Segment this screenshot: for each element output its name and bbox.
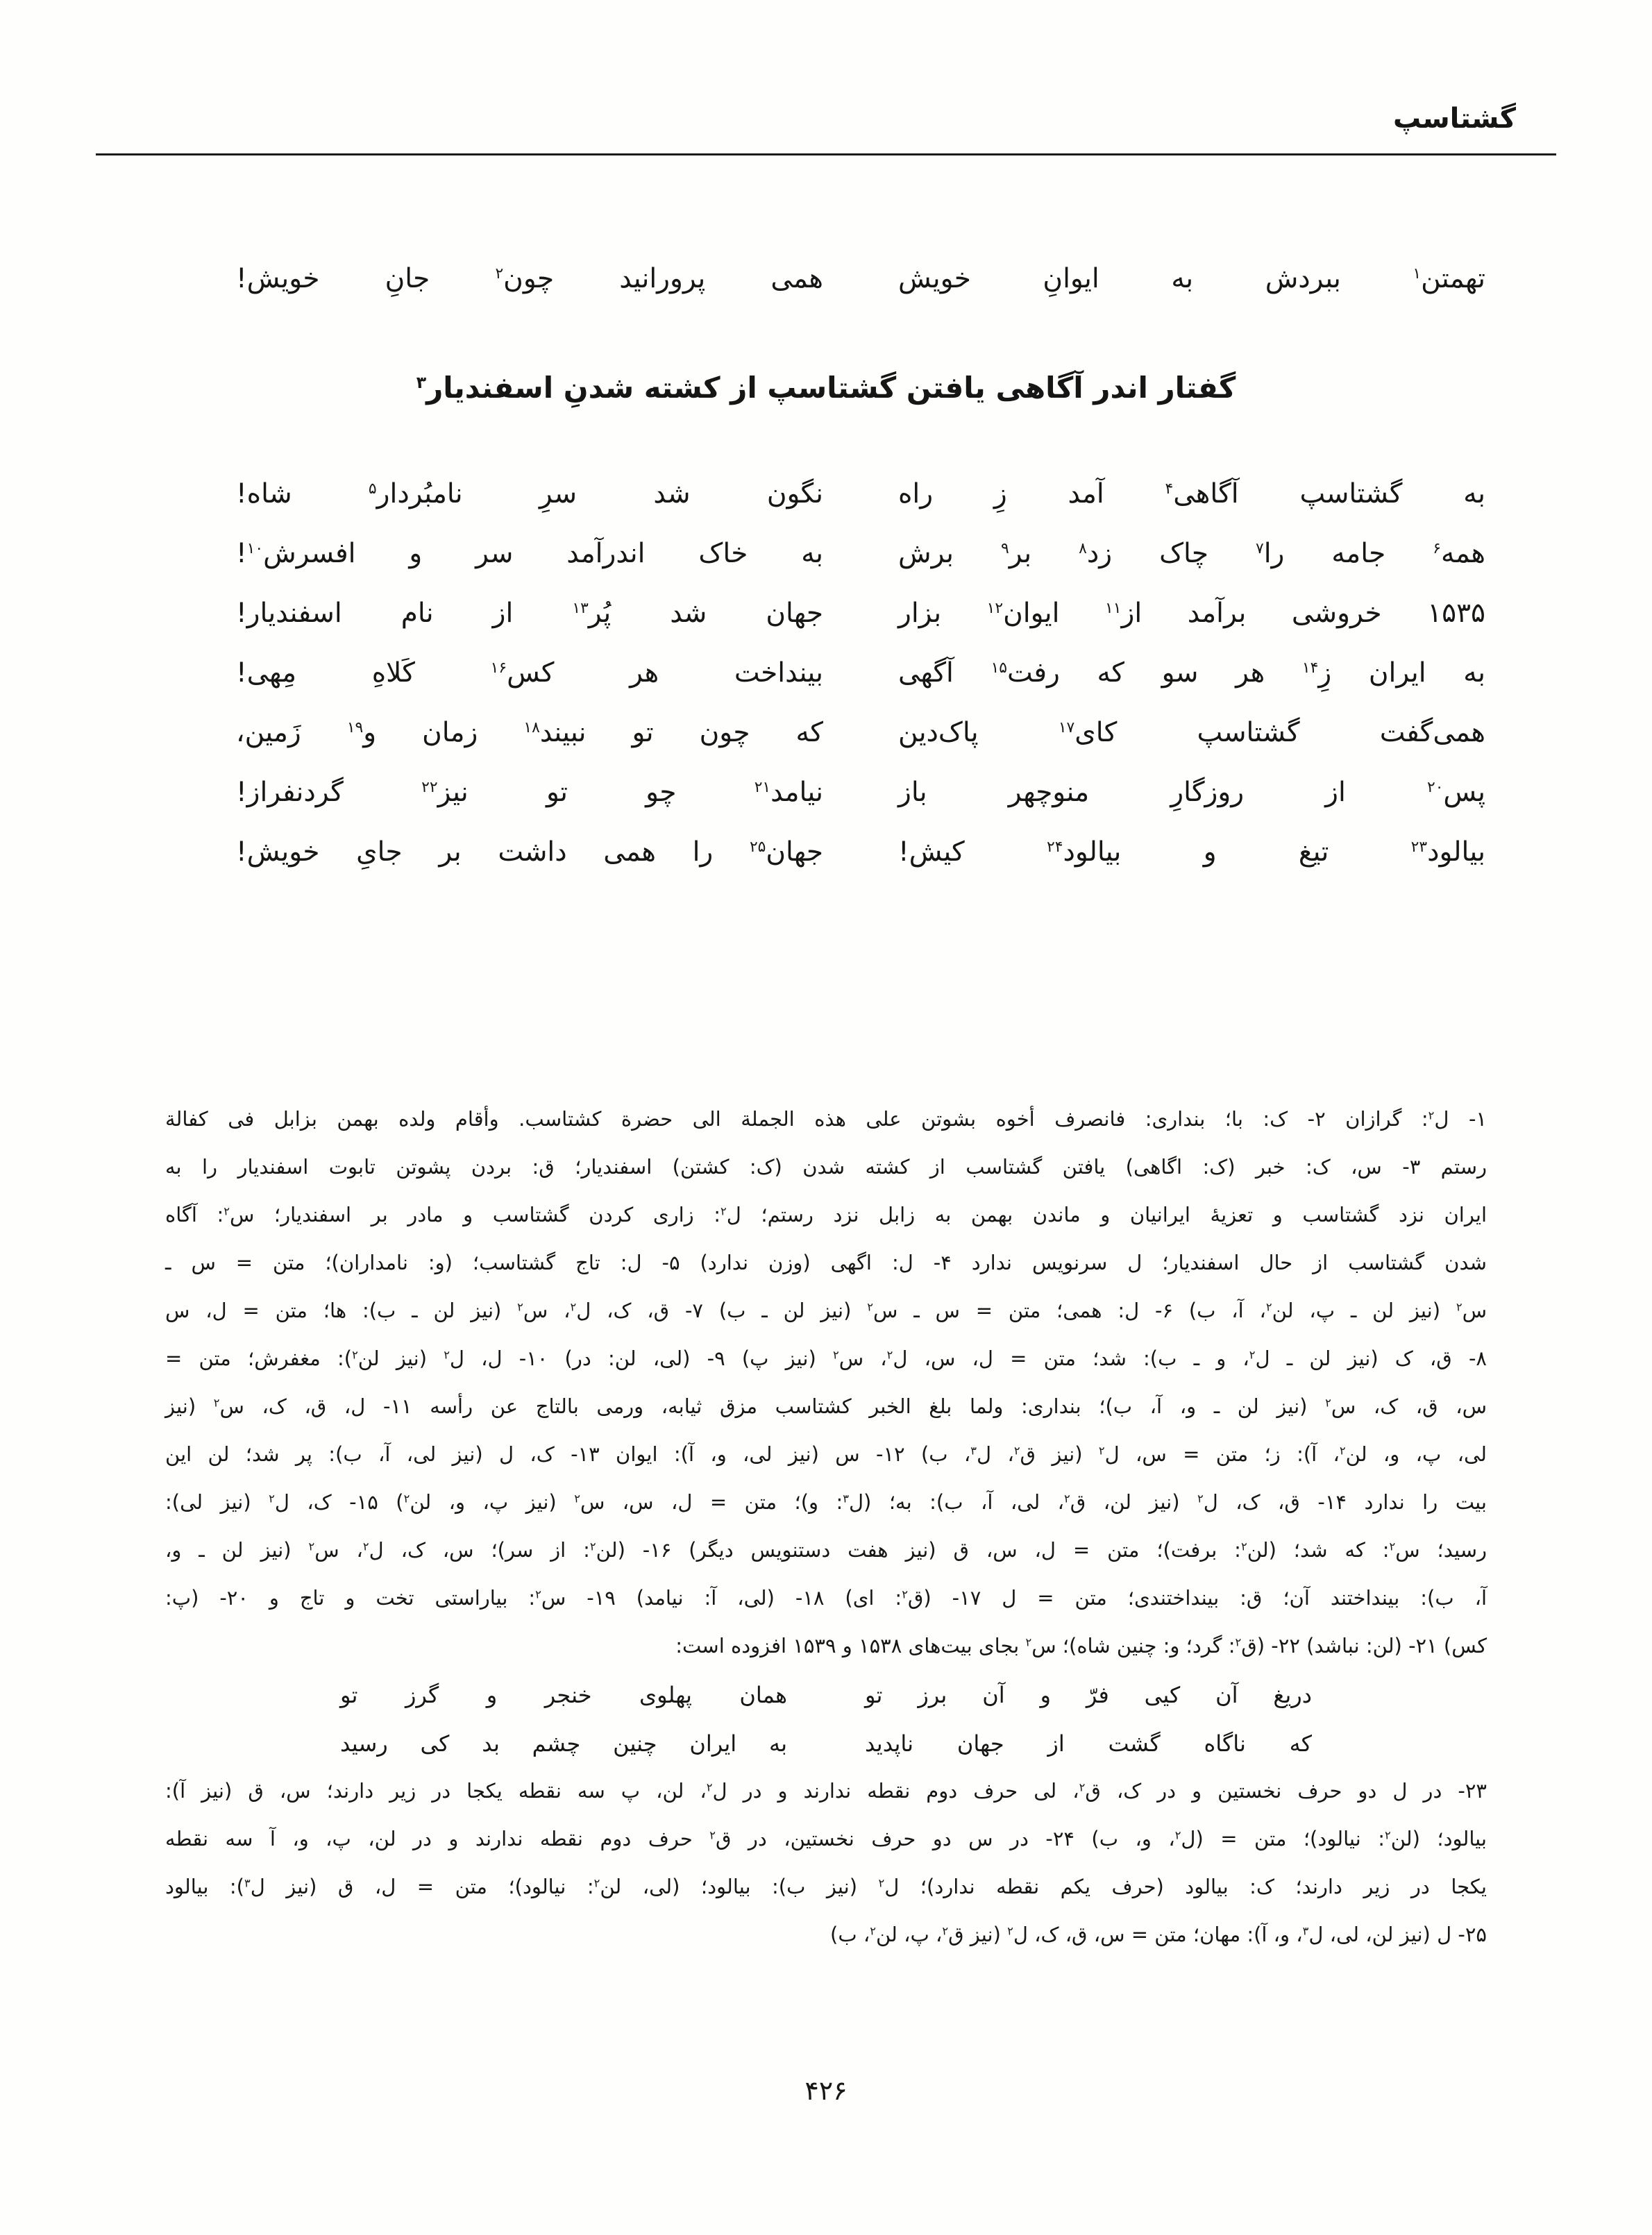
apparatus-line: ۸- ق، ک (نیز لن ـ ل$^۲$، و ـ ب): شد؛ متن = ل، س، ل$^۲$، س$^۲$ (نیز پ) ۹- (لی، لن: در) ۱۰- ل، ل$^۲$ (نیز لن$^۲$): مغفرش؛ متن = <box>165 1347 1487 1370</box>
hemistich-right: تهمتن$^۱$ ببردش به ایوانِ خویش <box>898 263 1485 294</box>
verse-row <box>236 537 1485 571</box>
hemistich-right: پس$^{۲۰}$ از روزگارِ منوچهر باز <box>898 777 1485 808</box>
header-rule <box>96 153 1556 155</box>
apparatus-line: لی، پ، و، لن$^۲$، آ): ز؛ متن = س، ل$^۲$ (نیز ق$^۲$، ل$^۳$، ب) ۱۲- س (نیز لی، و، آ): ایوان ۱۳- ک، ل (نیز لی، آ، ب): پر شد؛ لن این <box>165 1442 1487 1466</box>
verse-row <box>236 478 1485 511</box>
hemistich-left: نیامد$^{۲۱}$ چو تو نیز$^{۲۲}$ گردنفراز! <box>236 777 824 808</box>
verse-row <box>236 657 1485 690</box>
running-header: گشتاسپ <box>1393 103 1516 135</box>
verse-row <box>236 597 1485 630</box>
apparatus-line: یکجا در زیر دارند؛ ک: بیالود (حرف یکم نقطه ندارد)؛ ل$^۲$ (نیز ب): بیالود؛ (لی، لن$^۲$: نیالود)؛ متن = ل، ق (نیز ل$^۳$): بیالود <box>165 1875 1487 1898</box>
apparatus-line: ۲۳- در ل دو حرف نخستین و در ک، ق$^۲$، لی حرف دوم نقطه ندارند و در ل$^۲$، لن، پ سه نقطه یکجا در زیر دارند؛ س، ق (نیز آ): <box>165 1779 1487 1803</box>
hemistich-left: همان پهلوی خنجر و گرز تو <box>340 1682 787 1708</box>
apparatus-line: رسید؛ س$^۲$: که شد؛ (لن$^۲$: برفت)؛ متن = ل، س، ق (نیز هفت دستنویس دیگر) ۱۶- (لن$^۲$: از سر)؛ س، ک، ل$^۲$، س$^۲$ (نیز لن ـ و، <box>165 1538 1487 1562</box>
hemistich-left: همی پرورانید چون$^۲$ جانِ خویش! <box>236 263 823 294</box>
hemistich-right: همی‌گفت گشتاسپ کای$^{۱۷}$ پاک‌دین <box>898 717 1485 748</box>
apparatus-line: رستم ۳- س، ک: خبر (ک: اگاهی) یافتن گشتاسب از کشته شدن (ک: کشتن) اسفندیار؛ ق: بردن پشوتن تابوت اسفندیار را به <box>165 1155 1487 1179</box>
apparatus-line: ایران نزد گشتاسب و تعزیهٔ ایرانیان و ماندن بهمن به زابل نزد رستم؛ ل$^۲$: زاری کردن گشتاسب و مادر بر اسفندیار؛ س$^۲$: آگاه <box>165 1203 1487 1226</box>
hemistich-right <box>898 597 1485 630</box>
hemistich-left: جهان شد پُر$^{۱۳}$ از نام اسفندیار! <box>236 598 823 629</box>
inserted-couplet-row <box>340 1728 1312 1759</box>
apparatus-line: آ، ب): بینداختند آن؛ ق: بینداختندی؛ متن = ل ۱۷- (ق$^۲$: ای) ۱۸- (لی، آ: نیامد) ۱۹- س$^۲$: بیاراستی تخت و تاج و ۲۰- (پ: <box>165 1586 1487 1610</box>
hemistich-right: بیالود$^{۲۳}$ تیغ و بیالود$^{۲۴}$ کیش! <box>898 836 1486 868</box>
hemistich-left: نگون شد سرِ نامبُردار$^۵$ شاه! <box>236 478 823 509</box>
verse-row <box>236 836 1485 869</box>
hemistich-left: به خاک اندرآمد سر و افسرش$^{۱۰}$! <box>236 538 823 569</box>
apparatus-line: شدن گشتاسب از حال اسفندیار؛ ل سرنویس ندارد ۴- ل: اگهی (وزن ندارد) ۵- ل: تاج گشتاسب؛ (و: نامداران)؛ متن = س ـ <box>165 1251 1487 1274</box>
prelude-couplet <box>236 262 1485 322</box>
page-number: ۴۲۶ <box>804 2075 848 2106</box>
inserted-couplets <box>340 1680 1312 1759</box>
apparatus-line: ۱- ل$^۲$: گرازان ۲- ک: با؛ بنداری: فانصرف أخوه بشوتن علی هذه الجملة الی حضرة کشتاسب. وأقام ولده بهمن بزابل فی کفالة <box>165 1107 1487 1131</box>
inserted-couplet-row <box>340 1680 1312 1710</box>
hemistich-left: جهان$^{۲۵}$ را همی داشت بر جایِ خویش! <box>236 836 823 868</box>
hemistich-left: بینداخت هر کس$^{۱۶}$ کَلاهِ مِهی! <box>236 657 823 689</box>
apparatus-line: س$^۲$ (نیز لن ـ پ، لن$^۲$، آ، ب) ۶- ل: همی؛ متن = س ـ س$^۲$ (نیز لن ـ ب) ۷- ق، ک، ل$^۲$، س$^۲$ (نیز لن ـ ب): ها؛ متن = ل، س <box>165 1299 1487 1322</box>
hemistich-right: به ایران زِ$^{۱۴}$ هر سو که رفت$^{۱۵}$ آگهی <box>898 657 1485 689</box>
verse-block <box>236 478 1485 895</box>
hemistich-right: که ناگاه گشت از جهان ناپدید <box>865 1730 1312 1757</box>
verse-row <box>236 716 1485 750</box>
apparatus-block <box>165 1105 1487 1968</box>
hemistich-right: همه$^۶$ جامه را$^۷$ چاک زد$^۸$ بر$^۹$ برش <box>898 538 1485 569</box>
apparatus-line: بیالود؛ (لن$^۲$: نیالود)؛ متن = (ل$^۲$، و، ب) ۲۴- در س دو حرف نخستین، در ق$^۲$ حرف دوم نقطه ندارند و در لن، پ، و، آ سه نقطه <box>165 1827 1487 1850</box>
hemistich-text: خروشی برآمد از$^{۱۱}$ ایوان$^{۱۲}$ بزار <box>898 598 1382 629</box>
apparatus-line: ۲۵- ل (نیز لن، لی، ل$^۳$، و، آ): مهان؛ متن = س، ق، ک، ل$^۲$ (نیز ق$^۲$، پ، لن$^۲$، ب) <box>830 1923 1487 1946</box>
hemistich-left: به ایران چنین چشم بد کی رسید <box>340 1730 787 1757</box>
hemistich-right: دریغ آن کیی فرّ و آن برز تو <box>865 1682 1312 1708</box>
verse-row <box>236 262 1485 296</box>
apparatus-line: س، ق، ک، س$^۲$ (نیز لن ـ و، آ، ب)؛ بنداری: ولما بلغ الخبر کشتاسب مزق ثیابه، ورمی بالتاج عن رأسه ۱۱- ل، ق، ک، س$^۲$ (نیز <box>165 1394 1487 1418</box>
apparatus-line: بیت را ندارد ۱۴- ق، ک، ل$^۲$ (نیز لن، ق$^۲$، لی، آ، ب): به؛ (ل$^۳$: و)؛ متن = ل، س، س$^۲$ (نیز پ، و، لن$^۲$) ۱۵- ک، ل$^۲$ (نیز لی): <box>165 1490 1487 1514</box>
apparatus-line: کس) ۲۱- (لن: نباشد) ۲۲- (ق$^۲$: گرد؛ و: چنین شاه)؛ س$^۲$ بجای بیت‌های ۱۵۳۸ و ۱۵۳۹ افزوده است: <box>675 1634 1487 1658</box>
verse-row <box>236 776 1485 809</box>
hemistich-right: به گشتاسپ آگاهی$^۴$ آمد زِ راه <box>898 478 1485 509</box>
hemistich-left: که چون تو نبیند$^{۱۸}$ زمان و$^{۱۹}$ زَمین، <box>236 717 823 748</box>
section-heading: گفتار اندر آگاهی یافتن گشتاسپ از کشته شدنِ اسفندیار$^۳$ <box>416 371 1236 405</box>
verse-number: ۱۵۳۵ <box>1427 598 1485 629</box>
